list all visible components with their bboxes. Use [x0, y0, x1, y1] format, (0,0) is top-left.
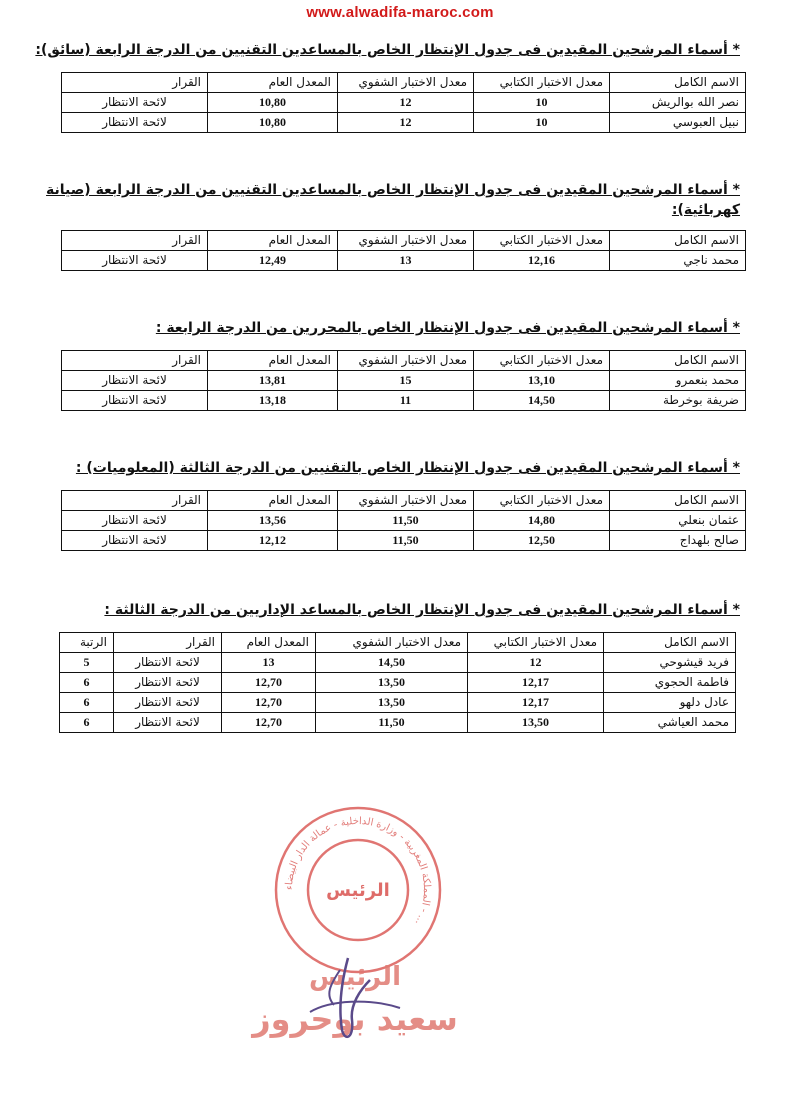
overall-score: 13,56 — [208, 511, 338, 531]
stamp-ring-text: المملكة المغربية - وزارة الداخلية - عمالة الدار البيضاء - ... — [283, 815, 433, 927]
candidate-name: نصر الله بوالريش — [610, 93, 746, 113]
results-table — [61, 72, 746, 133]
section-editors — [30, 318, 740, 411]
decision: لائحة الانتظار — [114, 653, 222, 673]
candidate-name: عادل دلهو — [604, 693, 736, 713]
col-written-header: معدل الاختبار الكتابي — [474, 491, 610, 511]
written-score: 14,80 — [474, 511, 610, 531]
written-score: 10 — [474, 93, 610, 113]
table-header-row — [62, 231, 746, 251]
col-name-header: الاسم الكامل — [604, 633, 736, 653]
col-name-header: الاسم الكامل — [610, 351, 746, 371]
decision: لائحة الانتظار — [62, 511, 208, 531]
oral-score: 13,50 — [316, 693, 468, 713]
overall-score: 12,70 — [222, 673, 316, 693]
signer-title: الرئيس — [309, 962, 401, 992]
decision: لائحة الانتظار — [62, 251, 208, 271]
oral-score: 15 — [338, 371, 474, 391]
decision: لائحة الانتظار — [114, 673, 222, 693]
written-score: 12,50 — [474, 531, 610, 551]
table-header-row — [62, 491, 746, 511]
rank: 6 — [60, 713, 114, 733]
table-header-row — [60, 633, 736, 653]
oral-score: 12 — [338, 93, 474, 113]
section-heading: * أسماء المرشحين المقيدين فى جدول الإنتظار الخاص بالتقنيين من الدرجة الثالثة (المعلوميات) : — [75, 460, 740, 476]
col-written-header: معدل الاختبار الكتابي — [474, 231, 610, 251]
decision: لائحة الانتظار — [62, 93, 208, 113]
results-table — [61, 350, 746, 411]
col-decision-header: القرار — [114, 633, 222, 653]
oral-score: 12 — [338, 113, 474, 133]
oral-score: 11 — [338, 391, 474, 411]
col-name-header: الاسم الكامل — [610, 231, 746, 251]
section-heading: * أسماء المرشحين المقيدين فى جدول الإنتظار الخاص بالمساعدين التقنيين من الدرجة الرابعة (صيانة كهربائية): — [46, 182, 740, 218]
candidate-name: محمد ناجي — [610, 251, 746, 271]
oral-score: 11,50 — [316, 713, 468, 733]
col-oral-header: معدل الاختبار الشفوي — [338, 351, 474, 371]
table-row — [62, 113, 746, 133]
stamp-center-text: الرئيس — [326, 880, 390, 901]
table-row — [62, 531, 746, 551]
written-score: 12,16 — [474, 251, 610, 271]
candidate-name: فاطمة الحجوي — [604, 673, 736, 693]
candidate-name: صالح بلهداج — [610, 531, 746, 551]
col-oral-header: معدل الاختبار الشفوي — [338, 73, 474, 93]
rank: 6 — [60, 693, 114, 713]
rank: 5 — [60, 653, 114, 673]
section-driver-technicians — [30, 40, 740, 133]
col-overall-header: المعدل العام — [208, 351, 338, 371]
written-score: 13,50 — [468, 713, 604, 733]
col-name-header: الاسم الكامل — [610, 73, 746, 93]
col-oral-header: معدل الاختبار الشفوي — [316, 633, 468, 653]
signer-name: سعيد بوحروز — [252, 1000, 458, 1038]
col-written-header: معدل الاختبار الكتابي — [468, 633, 604, 653]
col-overall-header: المعدل العام — [208, 491, 338, 511]
decision: لائحة الانتظار — [62, 531, 208, 551]
table-row — [60, 713, 736, 733]
section-electrical-technicians — [30, 180, 740, 271]
table-row — [62, 511, 746, 531]
candidate-name: محمد بنعمرو — [610, 371, 746, 391]
col-overall-header: المعدل العام — [208, 231, 338, 251]
oral-score: 13,50 — [316, 673, 468, 693]
decision: لائحة الانتظار — [62, 391, 208, 411]
table-row — [60, 653, 736, 673]
results-table — [59, 632, 736, 733]
candidate-name: محمد العياشي — [604, 713, 736, 733]
table-header-row — [62, 73, 746, 93]
watermark-url: www.alwadifa-maroc.com — [306, 4, 494, 21]
section-it-technicians — [30, 458, 740, 551]
overall-score: 13,18 — [208, 391, 338, 411]
svg-text:المملكة المغربية - وزارة الداخ — [284, 816, 432, 927]
candidate-name: فريد قيشوحي — [604, 653, 736, 673]
written-score: 12,17 — [468, 693, 604, 713]
col-overall-header: المعدل العام — [208, 73, 338, 93]
oral-score: 13 — [338, 251, 474, 271]
col-overall-header: المعدل العام — [222, 633, 316, 653]
overall-score: 13 — [222, 653, 316, 673]
candidate-name: ضريفة بوخرطة — [610, 391, 746, 411]
decision: لائحة الانتظار — [114, 713, 222, 733]
col-decision-header: القرار — [62, 73, 208, 93]
col-oral-header: معدل الاختبار الشفوي — [338, 231, 474, 251]
overall-score: 12,12 — [208, 531, 338, 551]
table-row — [62, 391, 746, 411]
written-score: 12 — [468, 653, 604, 673]
table-header-row — [62, 351, 746, 371]
overall-score: 10,80 — [208, 113, 338, 133]
col-decision-header: القرار — [62, 231, 208, 251]
table-row — [60, 673, 736, 693]
results-table — [61, 230, 746, 271]
oral-score: 11,50 — [338, 511, 474, 531]
col-written-header: معدل الاختبار الكتابي — [474, 351, 610, 371]
overall-score: 12,70 — [222, 713, 316, 733]
col-rank-header: الرتبة — [60, 633, 114, 653]
results-table — [61, 490, 746, 551]
overall-score: 13,81 — [208, 371, 338, 391]
written-score: 12,17 — [468, 673, 604, 693]
section-admin-assistants — [30, 600, 775, 733]
table-row — [62, 371, 746, 391]
candidate-name: نبيل العبوسي — [610, 113, 746, 133]
written-score: 14,50 — [474, 391, 610, 411]
col-decision-header: القرار — [62, 351, 208, 371]
candidate-name: عثمان بنعلي — [610, 511, 746, 531]
table-row — [62, 251, 746, 271]
overall-score: 10,80 — [208, 93, 338, 113]
table-row — [60, 693, 736, 713]
section-heading: * أسماء المرشحين المقيدين فى جدول الإنتظار الخاص بالمساعد الإداريين من الدرجة الثالثة : — [104, 602, 740, 618]
rank: 6 — [60, 673, 114, 693]
overall-score: 12,70 — [222, 693, 316, 713]
decision: لائحة الانتظار — [62, 113, 208, 133]
overall-score: 12,49 — [208, 251, 338, 271]
oral-score: 11,50 — [338, 531, 474, 551]
table-row — [62, 93, 746, 113]
decision: لائحة الانتظار — [62, 371, 208, 391]
oral-score: 14,50 — [316, 653, 468, 673]
col-decision-header: القرار — [62, 491, 208, 511]
col-written-header: معدل الاختبار الكتابي — [474, 73, 610, 93]
written-score: 13,10 — [474, 371, 610, 391]
col-name-header: الاسم الكامل — [610, 491, 746, 511]
section-heading: * أسماء المرشحين المقيدين فى جدول الإنتظار الخاص بالمساعدين التقنيين من الدرجة الرابعة (سائق): — [35, 42, 740, 58]
written-score: 10 — [474, 113, 610, 133]
col-oral-header: معدل الاختبار الشفوي — [338, 491, 474, 511]
section-heading: * أسماء المرشحين المقيدين فى جدول الإنتظار الخاص بالمحررين من الدرجة الرابعة : — [155, 320, 740, 336]
handwritten-signature — [230, 950, 470, 1050]
decision: لائحة الانتظار — [114, 693, 222, 713]
